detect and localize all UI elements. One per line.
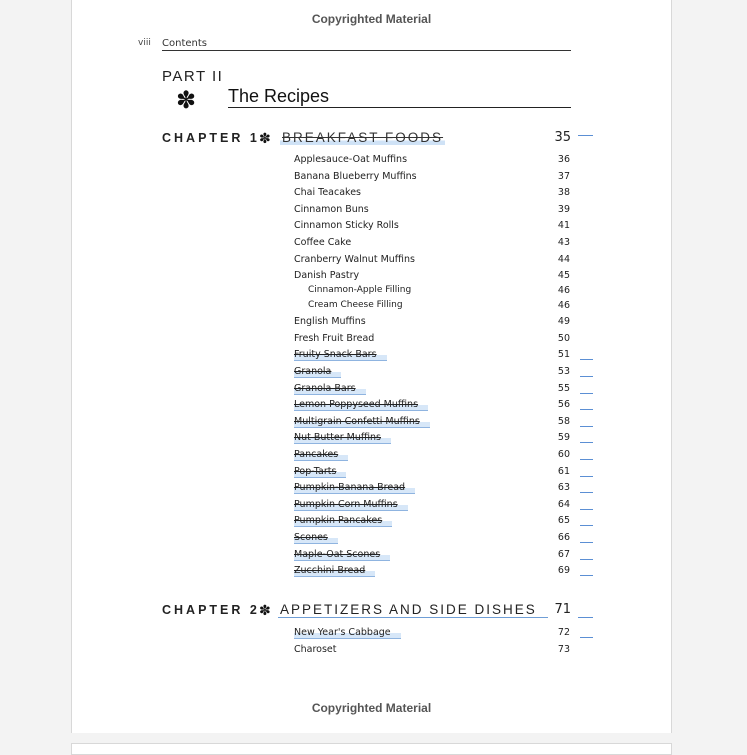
- revision-marker: [580, 442, 593, 443]
- revision-marker: [580, 575, 593, 576]
- running-head-title: Contents: [162, 38, 207, 49]
- revision-marker: [580, 637, 593, 638]
- toc-entry-title[interactable]: Pumpkin Pancakes: [294, 515, 392, 527]
- part-title-rule: [228, 107, 571, 108]
- chapter-2-label: CHAPTER 2: [162, 603, 260, 617]
- toc-entry-page: 45: [557, 270, 570, 282]
- toc-entry-title[interactable]: Cinnamon Sticky Rolls: [294, 220, 399, 232]
- watermark-bottom: Copyrighted Material: [311, 701, 432, 715]
- part-title: The Recipes: [228, 86, 330, 106]
- toc-entry-page: 64: [557, 498, 570, 510]
- toc-entry-page: 61: [557, 465, 570, 477]
- toc-entry-title[interactable]: Granola Bars: [294, 383, 366, 395]
- toc-entry-title[interactable]: Scones: [294, 532, 338, 544]
- toc-entry-page: 65: [557, 515, 570, 527]
- running-head-page-number: viii: [138, 38, 151, 48]
- toc-entry-title[interactable]: Charoset: [294, 644, 337, 655]
- toc-entry-page: 63: [557, 482, 570, 494]
- toc-entry-page: 59: [557, 432, 570, 444]
- toc-entry-title[interactable]: Cinnamon Buns: [294, 203, 369, 215]
- toc-entry-title[interactable]: Chai Teacakes: [294, 187, 361, 199]
- toc-entry-title[interactable]: Lemon Poppyseed Muffins: [294, 399, 428, 411]
- toc-entry-title[interactable]: Pancakes: [294, 449, 348, 461]
- part-label: PART II: [162, 68, 224, 85]
- toc-entry-page: 69: [557, 565, 570, 577]
- toc-entry-page: 44: [557, 253, 570, 265]
- toc-entry-title[interactable]: English Muffins: [294, 316, 366, 328]
- toc-entry-title[interactable]: Pumpkin-Banana Bread: [294, 482, 415, 494]
- revision-marker: [578, 617, 593, 618]
- next-document-page: [71, 743, 672, 755]
- running-head-rule: [162, 50, 571, 51]
- chapter-2-title[interactable]: APPETIZERS AND SIDE DISHES: [278, 602, 548, 618]
- revision-marker: [578, 135, 593, 136]
- chapter-1-page: 35: [554, 130, 571, 145]
- toc-entry-title[interactable]: Cranberry Walnut Muffins: [294, 253, 415, 265]
- toc-entry-title[interactable]: New Year's Cabbage: [294, 627, 401, 639]
- toc-entry-page: 60: [557, 449, 570, 460]
- revision-marker: [580, 492, 593, 493]
- toc-entry-page: 58: [557, 415, 570, 427]
- toc-entry-page: 43: [557, 237, 570, 248]
- revision-marker: [580, 509, 593, 510]
- revision-marker: [580, 476, 593, 477]
- toc-entry-page: 49: [557, 316, 570, 328]
- revision-marker: [580, 459, 593, 460]
- toc-entry-page: 39: [557, 203, 570, 215]
- revision-marker: [580, 559, 593, 560]
- flower-icon: ✽: [176, 86, 197, 114]
- toc-entry-page: 36: [557, 154, 570, 165]
- toc-entry-page: 56: [557, 399, 570, 411]
- toc-entry-title[interactable]: Danish Pastry: [294, 270, 360, 282]
- revision-marker: [580, 525, 593, 526]
- toc-entry-title[interactable]: Applesauce-Oat Muffins: [294, 154, 408, 165]
- toc-entry-page: 67: [557, 548, 570, 560]
- toc-entry-page: 51: [557, 349, 570, 361]
- toc-entry-page: 50: [557, 332, 570, 344]
- toc-entry-title[interactable]: Nut Butter Muffins: [294, 432, 391, 444]
- revision-marker: [580, 359, 593, 360]
- toc-entry-title[interactable]: Maple-Oat Scones: [294, 549, 390, 561]
- toc-entry-title[interactable]: Pumpkin Corn Muffins: [294, 499, 408, 511]
- toc-entry-page: 53: [557, 366, 570, 377]
- revision-marker: [580, 426, 593, 427]
- flower-icon: ✽: [259, 603, 271, 619]
- revision-marker: [580, 409, 593, 410]
- toc-entry-page: 41: [557, 220, 570, 232]
- toc-entry-title[interactable]: Cream Cheese Filling: [308, 300, 403, 311]
- chapter-2-page: 71: [554, 602, 571, 617]
- toc-entry-title[interactable]: Zucchini Bread: [294, 565, 375, 577]
- toc-entry-page: 66: [557, 532, 570, 543]
- chapter-1-title[interactable]: BREAKFAST FOODS: [282, 130, 444, 145]
- toc-entry-title[interactable]: Cinnamon-Apple Filling: [308, 285, 412, 296]
- toc-entry-page: 38: [557, 187, 570, 199]
- toc-entry-page: 73: [557, 644, 570, 655]
- revision-marker: [580, 393, 593, 394]
- watermark-top: Copyrighted Material: [311, 12, 432, 26]
- chapter-1-label: CHAPTER 1: [162, 131, 260, 145]
- toc-entry-page: 55: [557, 382, 570, 394]
- document-page: [71, 0, 672, 733]
- toc-entry-title[interactable]: Fresh Fruit Bread: [294, 332, 375, 344]
- toc-entry-title[interactable]: Pop-Tarts: [294, 466, 346, 478]
- toc-entry-title[interactable]: Banana Blueberry Muffins: [294, 170, 417, 182]
- revision-marker: [580, 542, 593, 543]
- toc-entry-page: 46: [557, 300, 570, 312]
- toc-entry-title[interactable]: Multigrain Confetti Muffins: [294, 416, 430, 428]
- flower-icon: ✽: [259, 131, 271, 147]
- toc-entry-page: 72: [557, 627, 570, 638]
- toc-entry-page: 37: [557, 170, 570, 182]
- revision-marker: [580, 376, 593, 377]
- toc-entry-page: 46: [557, 285, 570, 297]
- toc-entry-title[interactable]: Fruity Snack Bars: [294, 349, 387, 361]
- toc-entry-title[interactable]: Coffee Cake: [294, 237, 352, 248]
- toc-entry-title[interactable]: Granola: [294, 366, 341, 378]
